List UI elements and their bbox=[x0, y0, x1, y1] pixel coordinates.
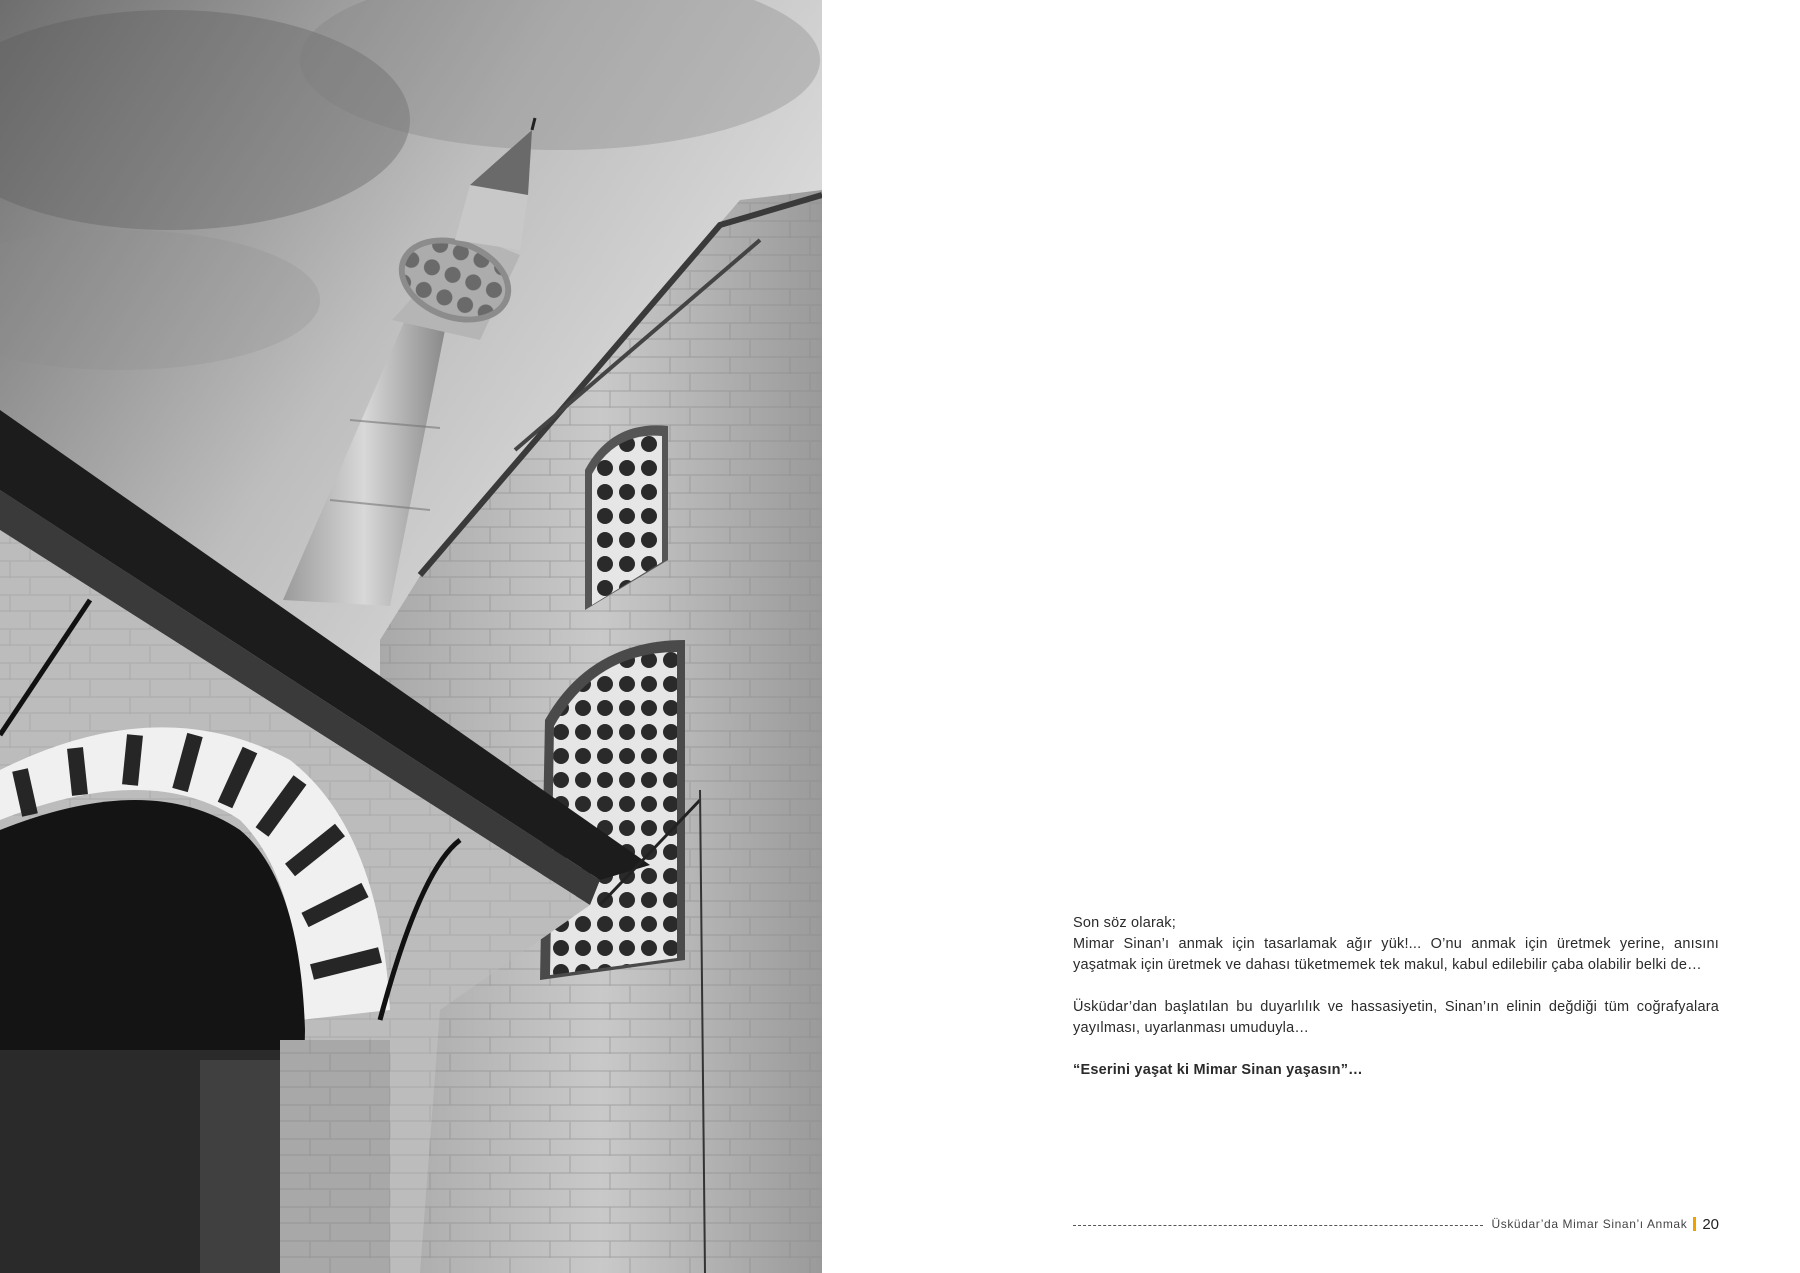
paragraph-gap bbox=[1073, 976, 1719, 997]
closing-text bbox=[1073, 913, 1719, 1081]
closing-quote: “Eserini yaşat ki Mimar Sinan yaşasın”… bbox=[1073, 1062, 1363, 1078]
page-footer bbox=[1073, 1214, 1719, 1234]
paragraph-1: Mimar Sinan’ı anmak için tasarlamak ağır yük!... O’nu anmak için üretmek yerine, anısını yaşatmak için üretmek ve dahası tüketmemek tek makul, kabul edilebilir çaba olabilir belki de… bbox=[1073, 936, 1719, 973]
mosque-photo-illustration bbox=[0, 0, 822, 1273]
footer-accent-bar bbox=[1693, 1217, 1696, 1231]
footer-dashed-line bbox=[1073, 1225, 1483, 1226]
mosque-photo bbox=[0, 0, 822, 1273]
page-number: 20 bbox=[1702, 1215, 1719, 1233]
paragraph-2: Üsküdar’dan başlatılan bu duyarlılık ve hassasiyetin, Sinan’ın elinin değdiği tüm coğrafyalara yayılması, uyarlanması umuduyla… bbox=[1073, 999, 1719, 1036]
paragraph-gap bbox=[1073, 1039, 1719, 1060]
intro-line: Son söz olarak; bbox=[1073, 915, 1176, 931]
footer-title: Üsküdar’da Mimar Sinan’ı Anmak bbox=[1491, 1217, 1688, 1231]
